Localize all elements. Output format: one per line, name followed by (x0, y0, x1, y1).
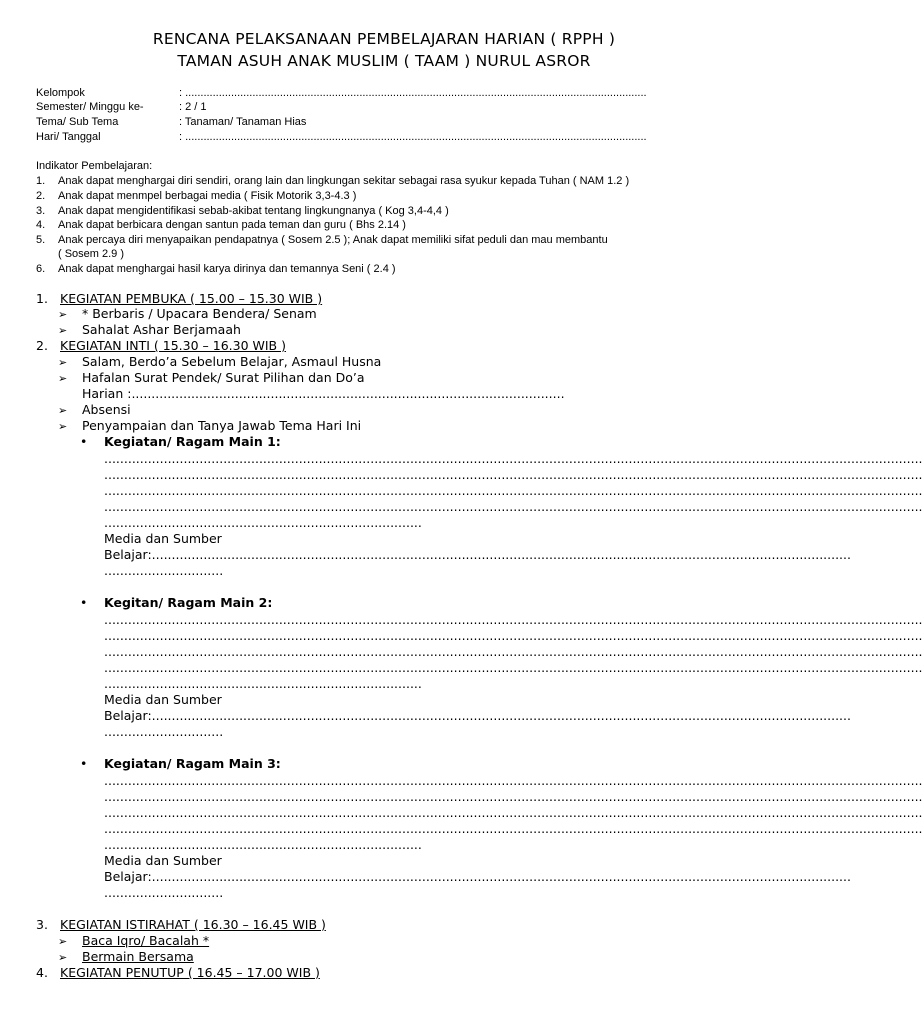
bullet-icon: • (80, 595, 88, 610)
indicator-number: 3. (36, 205, 46, 217)
meta-semester: Semester/ Minggu ke- : 2 / 1 (36, 101, 207, 113)
list-item: Salam, Berdo’a Sebelum Belajar, Asmaul Husna (82, 354, 382, 369)
section-title-pembuka: KEGIATAN PEMBUKA ( 15.00 – 15.30 WIB ) (60, 291, 323, 306)
indicator-number: 5. (36, 234, 46, 246)
dotted-fill-line: .............................................................................................................................................................................................................. (104, 660, 923, 675)
section-title-istirahat: KEGIATAN ISTIRAHAT ( 16.30 – 16.45 WIB ) (60, 917, 326, 932)
section-title-inti: KEGIATAN INTI ( 15.30 – 16.30 WIB ) (60, 338, 286, 353)
meta-kelompok: Kelompok : ....................................................................................................................................................... (36, 87, 647, 99)
dotted-fill-line: .............................................................................................................................................................................................................. (104, 467, 923, 482)
dotted-fill-line: ................................................................................ (104, 676, 422, 691)
dotted-fill-line: .............................................................................................................................................................................................................. (104, 789, 923, 804)
indicator-number: 1. (36, 175, 46, 187)
list-item: * Berbaris / Upacara Bendera/ Senam (82, 306, 317, 321)
arrow-bullet-icon: ➢ (58, 935, 68, 948)
arrow-bullet-icon: ➢ (58, 324, 68, 337)
indicator-number: 2. (36, 190, 46, 202)
dotted-fill-line: .............................................................................................................................................................................................................. (104, 821, 923, 836)
dotted-fill-line: .............................................................................................................................................................................................................. (104, 644, 923, 659)
ragam-main-3-title: Kegiatan/ Ragam Main 3: (104, 756, 281, 771)
dotted-fill-line: ................................................................................ (104, 515, 422, 530)
dotted-fill-line: .............................. (104, 885, 224, 900)
arrow-bullet-icon: ➢ (58, 420, 68, 433)
bullet-icon: • (80, 756, 88, 771)
indicator-text: Anak dapat menghargai hasil karya dirinya dan temannya Seni ( 2.4 ) (58, 263, 396, 275)
list-item: Baca Iqro/ Bacalah * (82, 933, 210, 948)
dotted-fill-line: .............................. (104, 724, 224, 739)
indicator-number: 4. (36, 219, 46, 231)
indicator-text: Anak dapat mengidentifikasi sebab-akibat tentang lingkungnanya ( Kog 3,4-4,4 ) (58, 205, 449, 217)
list-item: Sahalat Ashar Berjamaah (82, 322, 241, 337)
indicators-heading: Indikator Pembelajaran: (36, 160, 153, 172)
doc-title-line2: TAMAN ASUH ANAK MUSLIM ( TAAM ) NURUL ASROR (177, 52, 591, 70)
section-number: 4. (36, 965, 48, 980)
media-label: Media dan Sumber (104, 853, 222, 868)
doc-title-line1: RENCANA PELAKSANAAN PEMBELAJARAN HARIAN ( RPPH ) (152, 30, 616, 48)
dotted-fill-line: .............................................................................................................................................................................................................. (104, 499, 923, 514)
arrow-bullet-icon: ➢ (58, 372, 68, 385)
section-number: 2. (36, 338, 48, 353)
media-label: Media dan Sumber (104, 692, 222, 707)
arrow-bullet-icon: ➢ (58, 308, 68, 321)
meta-tema: Tema/ Sub Tema : Tanaman/ Tanaman Hias (36, 116, 307, 128)
list-item: Bermain Bersama (82, 949, 194, 964)
dotted-fill-line: .............................................................................................................................................................................................................. (104, 805, 923, 820)
indicator-text-continued: ( Sosem 2.9 ) (58, 248, 125, 260)
dotted-fill-line: .............................................................................................................................................................................................................. (104, 483, 923, 498)
arrow-bullet-icon: ➢ (58, 951, 68, 964)
list-item: Penyampaian dan Tanya Jawab Tema Hari Ini (82, 418, 362, 433)
indicator-text: Anak dapat menmpel berbagai media ( Fisik Motorik 3,3-4.3 ) (58, 190, 357, 202)
indicator-text: Anak dapat berbicara dengan santun pada teman dan guru ( Bhs 2.14 ) (58, 219, 406, 231)
dotted-fill-line: ................................................................................ (104, 837, 422, 852)
ragam-main-2-title: Kegitan/ Ragam Main 2: (104, 595, 273, 610)
media-dotted-line: Belajar:................................................................................................................................................................................ (104, 708, 851, 723)
list-item-continued: Harian :............................................................................................................. (82, 386, 565, 401)
indicator-text: Anak percaya diri menyapaikan pendapatnya ( Sosem 2.5 ); Anak dapat memiliki sifat peduli dan mau membantu (58, 234, 608, 246)
dotted-fill-line: .............................................................................................................................................................................................................. (104, 773, 923, 788)
section-number: 1. (36, 291, 48, 306)
ragam-main-1-title: Kegiatan/ Ragam Main 1: (104, 434, 281, 449)
dotted-fill-line: .............................................................................................................................................................................................................. (104, 612, 923, 627)
media-label: Media dan Sumber (104, 531, 222, 546)
dotted-fill-line: .............................. (104, 563, 224, 578)
indicator-text: Anak dapat menghargai diri sendiri, orang lain dan lingkungan sekitar sebagai rasa syukur kepada Tuhan ( NAM 1.2 ) (58, 175, 630, 187)
media-dotted-line: Belajar:................................................................................................................................................................................ (104, 869, 851, 884)
arrow-bullet-icon: ➢ (58, 356, 68, 369)
dotted-fill-line: .............................................................................................................................................................................................................. (104, 628, 923, 643)
list-item: Absensi (82, 402, 131, 417)
bullet-icon: • (80, 434, 88, 449)
indicator-number: 6. (36, 263, 46, 275)
section-title-penutup: KEGIATAN PENUTUP ( 16.45 – 17.00 WIB ) (60, 965, 320, 980)
dotted-fill-line: .............................................................................................................................................................................................................. (104, 451, 923, 466)
arrow-bullet-icon: ➢ (58, 404, 68, 417)
section-number: 3. (36, 917, 48, 932)
list-item: Hafalan Surat Pendek/ Surat Pilihan dan Do’a (82, 370, 365, 385)
media-dotted-line: Belajar:................................................................................................................................................................................ (104, 547, 851, 562)
meta-hari: Hari/ Tanggal : ....................................................................................................................................................... (36, 131, 647, 143)
